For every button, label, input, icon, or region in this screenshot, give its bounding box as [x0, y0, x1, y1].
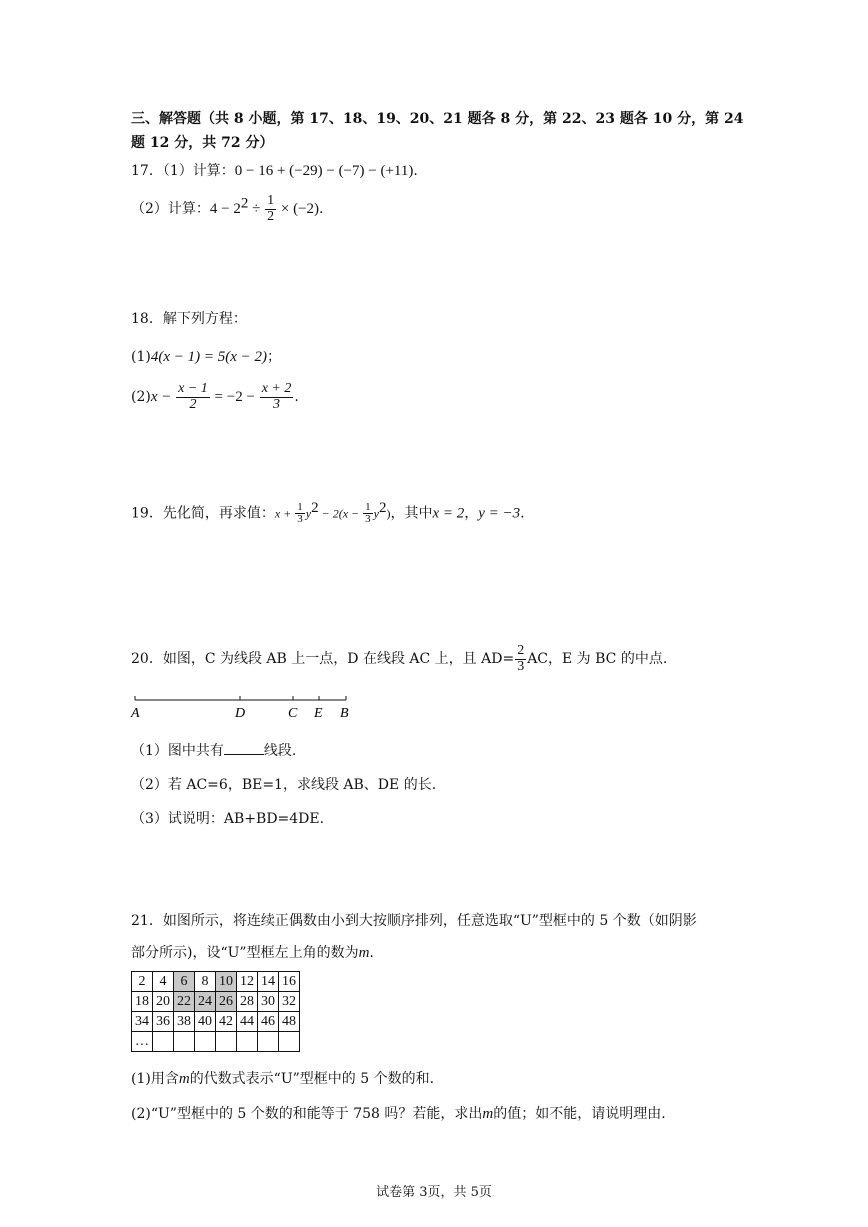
table-cell: 8: [195, 972, 216, 992]
q17-p2-label: （2）计算：: [131, 201, 210, 218]
table-cell-shaded: 26: [216, 992, 237, 1012]
table-cell: [258, 1032, 279, 1052]
q17-p2-fraction: [265, 194, 276, 224]
q20-p1-pre: （1）图中共有: [131, 743, 224, 759]
table-cell: 2: [132, 972, 153, 992]
q21-number-grid: [131, 971, 300, 1052]
q20-part1: [131, 740, 296, 760]
q19-e3: − 2(x −: [318, 506, 363, 521]
table-cell: 46: [258, 1012, 279, 1032]
q18-p2-fraction2: [260, 382, 294, 412]
q18-p2-mid: = −2 −: [210, 389, 259, 406]
q17-p2-end: .: [319, 201, 324, 218]
q20-label-A: A: [131, 706, 140, 721]
q20-part3: （3）试说明：AB+BD=4DE.: [131, 811, 325, 827]
q18-p2-num2: x + 2: [261, 381, 292, 396]
q19-cond-y: y = −3: [478, 505, 521, 522]
q18-p2-fraction1: [176, 382, 210, 412]
q19-f1-num: 1: [297, 500, 303, 513]
q21-line2-end: .: [369, 945, 374, 961]
table-cell: [174, 1032, 195, 1052]
table-cell: [237, 1032, 258, 1052]
table-cell: 18: [132, 992, 153, 1012]
q17-p2-pre: 4 − 2: [209, 201, 241, 218]
q18-p2-x: x −: [150, 389, 176, 406]
q18-part2: [131, 382, 299, 412]
page-footer: 试卷第 3页，共 5页: [376, 1185, 492, 1200]
table-cell: 32: [279, 992, 300, 1012]
q19-line: [131, 500, 525, 526]
q18-title: 18．解下列方程：: [131, 311, 247, 327]
table-cell: 30: [258, 992, 279, 1012]
q21-q1-var: m: [178, 1071, 190, 1087]
q17-p2-exp: 2: [240, 195, 249, 212]
table-cell: 20: [153, 992, 174, 1012]
number-table: [131, 971, 300, 1052]
q17-p2-num: 1: [267, 193, 275, 208]
q17-p1-expr: 0 − 16 + (−29) − (−7) − (+11): [234, 163, 414, 179]
section-title-line2: 题 12 分，共 72 分）: [131, 135, 274, 151]
q20-f-num: 2: [517, 643, 525, 658]
table-cell: 40: [195, 1012, 216, 1032]
q19-f1-den: 3: [297, 513, 303, 526]
q20-label-C: C: [288, 706, 298, 721]
q21-q1-post: 的代数式表示“U”型框中的 5 个数的和.: [189, 1071, 435, 1087]
table-cell-shaded: 6: [174, 972, 195, 992]
q19-e2: y: [305, 506, 312, 521]
q19-cond-x: x = 2: [432, 505, 465, 522]
q19-f2-num: 1: [365, 500, 371, 513]
q19-fraction1: [295, 502, 305, 526]
q17-p1-end: .: [413, 163, 418, 179]
table-cell-shaded: 22: [174, 992, 195, 1012]
table-cell: 38: [174, 1012, 195, 1032]
q20-pre: 20．如图，C 为线段 AB 上一点，D 在线段 AC 上，且 AD=: [131, 651, 515, 668]
q19-e4: y: [373, 506, 379, 521]
q21-line2: [131, 942, 374, 962]
q21-question2: [131, 1103, 666, 1123]
q20-part2: （2）若 AC=6，BE=1，求线段 AB、DE 的长.: [131, 777, 437, 793]
q20-label-E: E: [314, 706, 323, 721]
q19-label: 19．先化简，再求值：: [131, 505, 275, 522]
table-cell: [279, 1032, 300, 1052]
q19-e4-exp: 2: [378, 500, 387, 516]
q19-end: .: [520, 505, 525, 522]
table-cell-shaded: 10: [216, 972, 237, 992]
q18-p2-den2: 3: [273, 396, 281, 412]
q17-part1: [131, 160, 418, 180]
q18-p1-end: ；: [267, 349, 282, 365]
q20-fraction: [515, 644, 526, 674]
q20-stem: [131, 644, 667, 674]
q18-p2-end: .: [294, 389, 299, 406]
table-row: [132, 1032, 300, 1052]
q17-p2-den: 2: [267, 208, 275, 224]
table-cell: 44: [237, 1012, 258, 1032]
table-row: [132, 992, 300, 1012]
table-cell: 14: [258, 972, 279, 992]
q20-p1-post: 线段.: [263, 743, 297, 759]
table-cell: 12: [237, 972, 258, 992]
q21-q1-pre: (1)用含: [131, 1071, 179, 1087]
q18-p2-den1: 2: [189, 396, 197, 412]
q19-cond-sep: ，: [464, 505, 479, 522]
q20-label-D: D: [235, 706, 246, 721]
q19-e1: x +: [274, 506, 295, 521]
table-row: [132, 1012, 300, 1032]
q20-label-B: B: [340, 706, 349, 721]
q20-post: AC，E 为 BC 的中点.: [527, 651, 668, 668]
q19-fraction2: [363, 502, 373, 526]
q21-line1: 21．如图所示，将连续正偶数由小到大按顺序排列，任意选取“U”型框中的 5 个数（如阴影: [131, 913, 697, 929]
q17-p1-label: 17．（1）计算：: [131, 163, 235, 179]
q21-line2-var: m: [358, 945, 370, 961]
q18-p1-label: (1): [131, 349, 151, 365]
q18-p2-label: (2): [131, 389, 151, 406]
q21-q2-post: 的值；如不能，请说明理由.: [493, 1106, 666, 1122]
table-cell: 42: [216, 1012, 237, 1032]
table-cell: 34: [132, 1012, 153, 1032]
table-cell: 36: [153, 1012, 174, 1032]
table-row: [132, 972, 300, 992]
q17-part2: [131, 194, 324, 224]
q20-f-den: 3: [517, 658, 525, 674]
table-cell: 4: [153, 972, 174, 992]
q20-answer-blank[interactable]: [224, 742, 264, 755]
q21-q2-var: m: [482, 1106, 494, 1122]
q21-question1: [131, 1068, 434, 1088]
q18-p1-expr: 4(x − 1) = 5(x − 2): [150, 349, 268, 365]
q21-q2-pre: (2)“U”型框中的 5 个数的和能等于 758 吗？若能，求出: [131, 1106, 483, 1122]
q21-line2-pre: 部分所示)，设“U”型框左上角的数为: [131, 945, 359, 961]
table-cell-shaded: 24: [195, 992, 216, 1012]
q18-p2-num1: x − 1: [178, 381, 208, 396]
table-cell: [195, 1032, 216, 1052]
table-cell: 48: [279, 1012, 300, 1032]
q19-e5: ): [386, 506, 391, 521]
section-title-line1: 三、解答题（共 8 小题，第 17、18、19、20、21 题各 8 分，第 22、23 题各 10 分，第 24: [131, 111, 744, 127]
table-cell: …: [132, 1032, 153, 1052]
q17-p2-div: ÷: [248, 201, 265, 218]
table-cell: [216, 1032, 237, 1052]
q19-e2-exp: 2: [311, 500, 319, 516]
q18-part1: [131, 346, 281, 366]
q17-p2-post: × (−2): [277, 201, 320, 218]
table-cell: 28: [237, 992, 258, 1012]
table-cell: [153, 1032, 174, 1052]
q19-f2-den: 3: [365, 513, 371, 526]
q20-segment-diagram: [128, 692, 358, 722]
table-cell: 16: [279, 972, 300, 992]
q19-cond-text: ，其中: [390, 505, 433, 522]
